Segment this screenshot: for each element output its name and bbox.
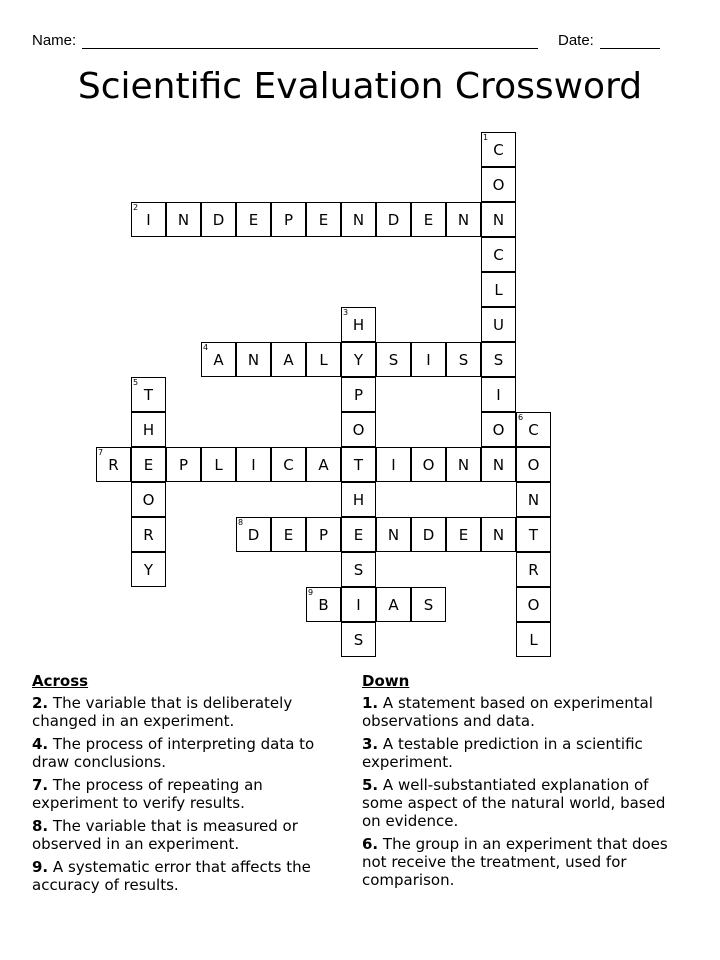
crossword-cell[interactable] (481, 342, 516, 377)
crossword-cell[interactable] (271, 342, 306, 377)
cell-letter: B (318, 596, 329, 614)
across-clue (32, 858, 332, 894)
crossword-cell[interactable] (481, 272, 516, 307)
cell-letter: O (492, 421, 505, 439)
cell-letter: C (493, 246, 504, 264)
crossword-cell[interactable] (376, 447, 411, 482)
cell-letter: S (353, 631, 364, 649)
crossword-cell[interactable] (481, 132, 516, 167)
clue-text: The group in an experiment that does not receive the treatment, used for comparison. (362, 835, 668, 889)
down-clue (362, 776, 682, 830)
cell-letter: T (528, 526, 539, 544)
crossword-cell[interactable] (481, 167, 516, 202)
clue-number: 8. (32, 817, 49, 835)
cell-letter: A (388, 596, 399, 614)
cell-letter: S (388, 351, 399, 369)
cell-letter: L (319, 351, 328, 369)
crossword-cell[interactable] (131, 202, 166, 237)
crossword-cell[interactable] (341, 342, 376, 377)
crossword-cell[interactable] (446, 447, 481, 482)
cell-letter: H (142, 421, 155, 439)
cell-letter: E (248, 211, 259, 229)
cell-letter: R (528, 561, 539, 579)
cell-letter: C (493, 141, 504, 159)
crossword-cell[interactable] (166, 202, 201, 237)
cell-letter: P (283, 211, 294, 229)
cell-letter: E (318, 211, 329, 229)
clue-text: The process of repeating an experiment to verify results. (32, 776, 263, 812)
clue-number: 1. (362, 694, 379, 712)
clue-number: 8 (238, 518, 244, 527)
crossword-cell[interactable] (411, 587, 446, 622)
clue-number: 9 (308, 588, 314, 597)
cell-letter: H (352, 491, 365, 509)
crossword-cell[interactable] (481, 202, 516, 237)
crossword-cell[interactable] (341, 412, 376, 447)
cell-letter: H (352, 316, 365, 334)
crossword-cell[interactable] (271, 202, 306, 237)
cell-letter: U (493, 316, 504, 334)
cell-letter: E (143, 456, 154, 474)
cell-letter: P (353, 386, 364, 404)
crossword-cell[interactable] (341, 587, 376, 622)
cell-letter: N (177, 211, 190, 229)
cell-letter: N (492, 526, 505, 544)
crossword-cell[interactable] (341, 307, 376, 342)
crossword-cell[interactable] (411, 342, 446, 377)
crossword-cell[interactable] (131, 447, 166, 482)
crossword-cell[interactable] (446, 517, 481, 552)
cell-letter: A (213, 351, 224, 369)
crossword-cell[interactable] (376, 342, 411, 377)
clue-number: 1 (483, 133, 489, 142)
across-heading: Across (32, 672, 89, 690)
cell-letter: I (146, 211, 151, 229)
cell-letter: S (423, 596, 434, 614)
cell-letter: N (457, 211, 470, 229)
clue-number: 9. (32, 858, 49, 876)
crossword-cell[interactable] (201, 202, 236, 237)
crossword-cell[interactable] (236, 447, 271, 482)
down-heading: Down (362, 672, 410, 690)
cell-letter: E (423, 211, 434, 229)
cell-letter: O (142, 491, 155, 509)
cell-letter: N (527, 491, 540, 509)
cell-letter: Y (143, 561, 154, 579)
crossword-cell[interactable] (201, 342, 236, 377)
cell-letter: D (247, 526, 260, 544)
cell-letter: A (318, 456, 329, 474)
across-clue-list (32, 694, 332, 894)
date-label: Date: (558, 32, 594, 49)
cell-letter: C (283, 456, 294, 474)
crossword-cell[interactable] (481, 412, 516, 447)
crossword-cell[interactable] (271, 447, 306, 482)
crossword-cell[interactable] (306, 517, 341, 552)
across-clue (32, 735, 332, 771)
crossword-cell[interactable] (306, 342, 341, 377)
crossword-cell[interactable] (516, 517, 551, 552)
cell-letter: N (352, 211, 365, 229)
cell-letter: O (352, 421, 365, 439)
crossword-cell[interactable] (516, 447, 551, 482)
cell-letter: O (422, 456, 435, 474)
cell-letter: N (387, 526, 400, 544)
cell-letter: R (143, 526, 154, 544)
crossword-cell[interactable] (341, 517, 376, 552)
crossword-cell[interactable] (516, 412, 551, 447)
crossword-cell[interactable] (516, 622, 551, 657)
clue-text: A statement based on experimental observations and data. (362, 694, 653, 730)
crossword-cell[interactable] (131, 412, 166, 447)
crossword-cell[interactable] (131, 552, 166, 587)
crossword-cell[interactable] (306, 202, 341, 237)
crossword-cell[interactable] (306, 447, 341, 482)
clue-number: 7 (98, 448, 104, 457)
down-clue (362, 735, 682, 771)
clue-text: A systematic error that affects the accuracy of results. (32, 858, 311, 894)
crossword-cell[interactable] (236, 342, 271, 377)
clue-number: 6 (518, 413, 524, 422)
cell-letter: S (493, 351, 504, 369)
cell-letter: Y (353, 351, 364, 369)
cell-letter: P (178, 456, 189, 474)
cell-letter: O (492, 176, 505, 194)
cell-letter: C (528, 421, 539, 439)
crossword-cell[interactable] (446, 342, 481, 377)
crossword-cell[interactable] (271, 517, 306, 552)
clue-number: 5 (133, 378, 139, 387)
cell-letter: E (458, 526, 469, 544)
cell-letter: D (212, 211, 225, 229)
crossword-cell[interactable] (481, 307, 516, 342)
clue-number: 7. (32, 776, 49, 794)
cell-letter: R (108, 456, 119, 474)
cell-letter: T (143, 386, 154, 404)
cell-letter: N (457, 456, 470, 474)
name-label: Name: (32, 32, 77, 49)
crossword-cell[interactable] (376, 202, 411, 237)
clue-number: 5. (362, 776, 379, 794)
down-clue (362, 694, 682, 730)
across-clue (32, 817, 332, 853)
cell-letter: I (426, 351, 431, 369)
cell-letter: L (494, 281, 503, 299)
cell-letter: N (247, 351, 260, 369)
cell-letter: D (387, 211, 400, 229)
cell-letter: O (527, 456, 540, 474)
cell-letter: N (492, 456, 505, 474)
crossword-cell[interactable] (516, 587, 551, 622)
cell-letter: L (529, 631, 538, 649)
clue-number: 2 (133, 203, 139, 212)
crossword-cell[interactable] (341, 202, 376, 237)
clue-number: 2. (32, 694, 49, 712)
cell-letter: A (283, 351, 294, 369)
cell-letter: L (214, 456, 223, 474)
clue-number: 6. (362, 835, 379, 853)
cell-letter: S (353, 561, 364, 579)
clue-text: The variable that is deliberately changed in an experiment. (32, 694, 293, 730)
crossword-cell[interactable] (96, 447, 131, 482)
across-clue (32, 776, 332, 812)
crossword-cell[interactable] (516, 482, 551, 517)
cell-letter: O (527, 596, 540, 614)
crossword-cell[interactable] (341, 622, 376, 657)
across-clues (32, 672, 332, 899)
down-clues (362, 672, 682, 894)
crossword-cell[interactable] (481, 377, 516, 412)
crossword-cell[interactable] (481, 237, 516, 272)
clue-number: 3. (362, 735, 379, 753)
cell-letter: T (353, 456, 364, 474)
crossword-cell[interactable] (131, 377, 166, 412)
cell-letter: N (492, 211, 505, 229)
crossword-cell[interactable] (201, 447, 236, 482)
crossword-cell[interactable] (411, 202, 446, 237)
crossword-cell[interactable] (516, 552, 551, 587)
page-title: Scientific Evaluation Crossword (77, 66, 643, 107)
cell-letter: P (318, 526, 329, 544)
crossword-cell[interactable] (306, 587, 341, 622)
down-clue-list (362, 694, 682, 889)
cell-letter: I (391, 456, 396, 474)
across-clue (32, 694, 332, 730)
crossword-cell[interactable] (236, 517, 271, 552)
crossword-cell[interactable] (131, 482, 166, 517)
crossword-cell[interactable] (481, 447, 516, 482)
crossword-cell[interactable] (411, 517, 446, 552)
down-clue (362, 835, 682, 889)
crossword-cell[interactable] (341, 377, 376, 412)
clue-text: A testable prediction in a scientific experiment. (362, 735, 643, 771)
cell-letter: E (283, 526, 294, 544)
clue-number: 3 (343, 308, 349, 317)
cell-letter: I (251, 456, 256, 474)
clue-text: A well-substantiated explanation of some aspect of the natural world, based on evidence. (362, 776, 666, 830)
crossword-cell[interactable] (341, 447, 376, 482)
crossword-cell[interactable] (236, 202, 271, 237)
crossword-cell[interactable] (411, 447, 446, 482)
clue-text: The variable that is measured or observed in an experiment. (32, 817, 298, 853)
clue-number: 4. (32, 735, 49, 753)
clue-text: The process of interpreting data to draw conclusions. (32, 735, 315, 771)
cell-letter: D (422, 526, 435, 544)
crossword-cell[interactable] (341, 552, 376, 587)
cell-letter: S (458, 351, 469, 369)
cell-letter: I (496, 386, 501, 404)
crossword-cell[interactable] (131, 517, 166, 552)
cell-letter: I (356, 596, 361, 614)
crossword-cell[interactable] (376, 517, 411, 552)
crossword-cell[interactable] (166, 447, 201, 482)
clue-number: 4 (203, 343, 209, 352)
crossword-cell[interactable] (341, 482, 376, 517)
crossword-cell[interactable] (481, 517, 516, 552)
crossword-cell[interactable] (376, 587, 411, 622)
cell-letter: E (353, 526, 364, 544)
crossword-cell[interactable] (446, 202, 481, 237)
